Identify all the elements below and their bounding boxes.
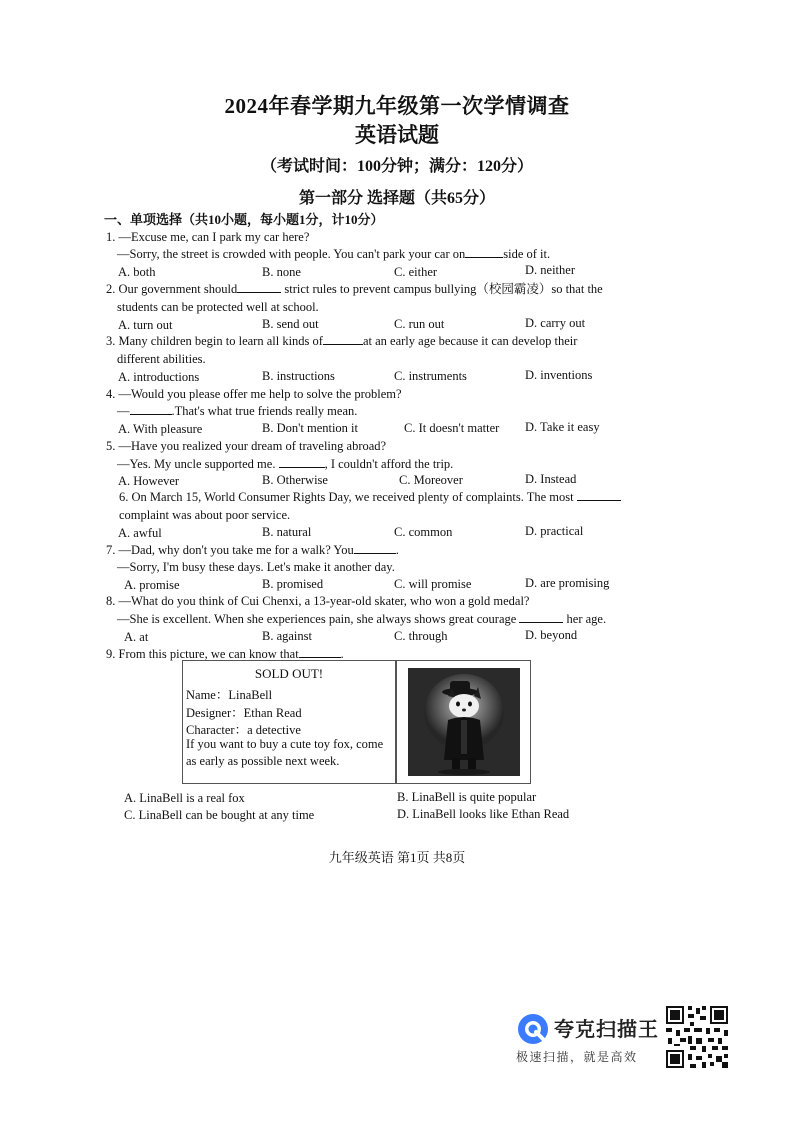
q8-option-c: C. through [394, 629, 448, 643]
answer-blank [354, 542, 396, 554]
detective-fox-illustration [408, 668, 520, 776]
q2-stem: 2. Our government should strict rules to prevent campus bullying（校园霸凌）so that the [106, 282, 603, 296]
q8-option-d: D. beyond [525, 628, 578, 642]
answer-blank [323, 333, 363, 345]
q3-stem-line2: different abilities. [117, 352, 206, 366]
q1-reply: —Sorry, the street is crowded with people. You can't park your car on side of it. [117, 247, 551, 261]
q5-reply: —Yes. My uncle supported me. , I couldn't afford the trip. [117, 457, 454, 471]
q6-option-c: C. common [394, 525, 453, 539]
advert-name: Name：LinaBell [186, 688, 273, 702]
q8-stem: 8. —What do you think of Cui Chenxi, a 13-year-old skater, who won a gold medal? [106, 594, 530, 608]
q4-option-c: C. It doesn't matter [404, 421, 500, 435]
advert-title: SOLD OUT! [254, 666, 324, 681]
q7-reply: —Sorry, I'm busy these days. Let's make it another day. [117, 560, 395, 574]
quark-logo-icon [516, 1012, 550, 1046]
section-title: 一、单项选择（共10小题，每小题1分，计10分） [104, 212, 384, 227]
exam-subject-title: 英语试题 [355, 123, 439, 147]
scanner-brand-name: 夸克扫描王 [554, 1017, 659, 1041]
page-footer: 九年级英语 第1页 共8页 [328, 850, 466, 865]
q7-option-a: A. promise [124, 578, 180, 592]
q1-option-a: A. both [118, 265, 156, 279]
q1-stem: 1. —Excuse me, can I park my car here? [106, 230, 310, 244]
q3-stem: 3. Many children begin to learn all kinds of at an early age because it can develop their [106, 334, 578, 348]
advert-text-box [182, 660, 396, 784]
advert-text-line1: If you want to buy a cute toy fox, come [186, 737, 384, 751]
q9-option-c: C. LinaBell can be bought at any time [124, 808, 315, 822]
qr-code-icon [664, 1004, 730, 1070]
answer-blank [279, 456, 325, 468]
answer-blank [465, 246, 503, 258]
q5-option-b: B. Otherwise [262, 473, 328, 487]
q7-stem: 7. —Dad, why don't you take me for a walk? You . [106, 543, 399, 557]
q4-stem: 4. —Would you please offer me help to solve the problem? [106, 387, 402, 401]
q2-option-b: B. send out [262, 317, 319, 331]
advert-text-line2: as early as possible next week. [186, 754, 340, 768]
q3-option-a: A. introductions [118, 370, 200, 384]
q2-stem-line2: students can be protected well at school. [117, 300, 319, 314]
q7-option-d: D. are promising [525, 576, 610, 590]
q5-stem: 5. —Have you realized your dream of traveling abroad? [106, 439, 387, 453]
q2-option-c: C. run out [394, 317, 445, 331]
q1-option-d: D. neither [525, 263, 575, 277]
q1-option-b: B. none [262, 265, 301, 279]
q6-stem-line2: complaint was about poor service. [119, 508, 291, 522]
q9-stem: 9. From this picture, we can know that . [106, 647, 344, 661]
advert-designer: Designer：Ethan Read [186, 706, 302, 720]
q3-option-c: C. instruments [394, 369, 467, 383]
q5-option-a: A. However [118, 474, 180, 488]
q3-option-d: D. inventions [525, 368, 593, 382]
q3-option-b: B. instructions [262, 369, 335, 383]
q4-reply: — .That's what true friends really mean. [117, 404, 358, 418]
q8-option-b: B. against [262, 629, 312, 643]
q6-option-b: B. natural [262, 525, 312, 539]
q6-option-d: D. practical [525, 524, 584, 538]
q5-option-d: D. Instead [525, 472, 577, 486]
answer-blank [299, 646, 341, 658]
answer-blank [577, 489, 621, 501]
part-title: 第一部分 选择题（共65分） [298, 190, 495, 207]
q6-option-a: A. awful [118, 526, 162, 540]
q9-option-a: A. LinaBell is a real fox [124, 791, 245, 805]
scanner-watermark [514, 1010, 664, 1070]
q2-option-d: D. carry out [525, 316, 586, 330]
linabell-picture-box [396, 660, 531, 784]
q8-reply: —She is excellent. When she experiences pain, she always shows great courage her age. [117, 612, 607, 626]
answer-blank [130, 403, 172, 415]
q7-option-c: C. will promise [394, 577, 472, 591]
q2-option-a: A. turn out [118, 318, 173, 332]
answer-blank [519, 611, 563, 623]
q7-option-b: B. promised [262, 577, 324, 591]
q4-option-d: D. Take it easy [525, 420, 600, 434]
exam-info: （考试时间：100分钟；满分：120分） [260, 158, 533, 175]
answer-blank [237, 281, 281, 293]
q4-option-b: B. Don't mention it [262, 421, 359, 435]
q9-option-d: D. LinaBell looks like Ethan Read [397, 807, 570, 821]
exam-title: 2024年春学期九年级第一次学情调查 [224, 94, 570, 118]
q4-option-a: A. With pleasure [118, 422, 203, 436]
advert-character: Character：a detective [186, 723, 301, 737]
q6-stem: 6. On March 15, World Consumer Rights Day, we received plenty of complaints. The most [119, 489, 621, 505]
scanner-slogan: 极速扫描，就是高效 [516, 1050, 638, 1064]
q8-option-a: A. at [124, 630, 149, 644]
q9-option-b: B. LinaBell is quite popular [397, 790, 537, 804]
q1-option-c: C. either [394, 265, 438, 279]
q5-option-c: C. Moreover [399, 473, 463, 487]
